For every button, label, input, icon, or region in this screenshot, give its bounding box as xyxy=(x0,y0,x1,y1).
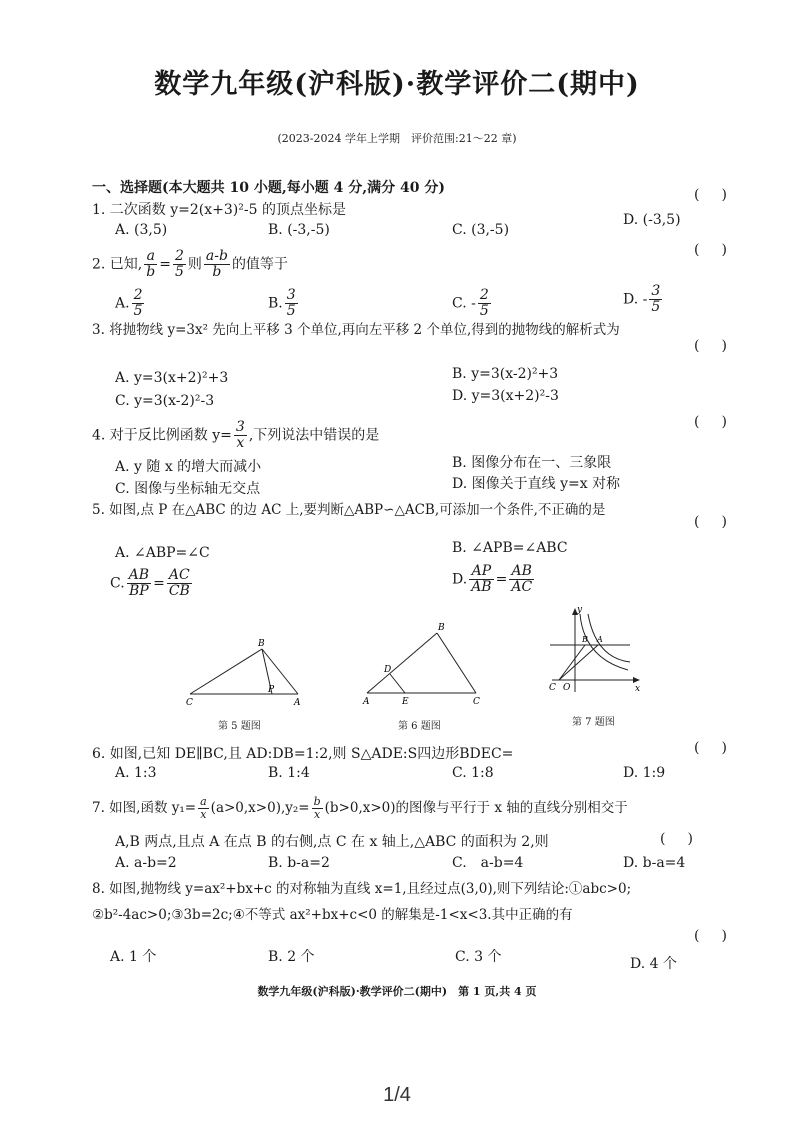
caption-figure-7: 第 7 题图 xyxy=(572,717,615,728)
frac-num: 3 xyxy=(651,283,661,299)
caption-figure-5: 第 5 题图 xyxy=(218,721,261,732)
q8-option-c: C. 3 个 xyxy=(455,949,502,965)
frac-den: 5 xyxy=(286,303,296,319)
q5-option-a: A. ∠ABP=∠C xyxy=(115,545,210,561)
fig6-label-c: C xyxy=(473,697,480,707)
page-indicator: 1/4 xyxy=(383,1084,411,1106)
q1-option-d: D. (-3,5) xyxy=(623,212,681,228)
question-7-line2: A,B 两点,且点 A 在点 B 的右侧,点 C 在 x 轴上,△ABC 的面积为 2,则 xyxy=(115,834,549,850)
q4-option-b: B. 图像分布在一、三象限 xyxy=(452,455,612,471)
q8-option-a: A. 1 个 xyxy=(110,949,157,965)
q4-suffix: ,下列说法中错误的是 xyxy=(248,427,380,444)
frac-den: BP xyxy=(129,583,149,599)
frac-den: 5 xyxy=(174,264,184,280)
fig5-label-p: P xyxy=(268,685,275,695)
q2-option-b xyxy=(268,288,300,319)
q1-option-a: A. (3,5) xyxy=(115,222,168,238)
answer-paren-5: () xyxy=(694,514,749,530)
frac-den: x xyxy=(236,435,245,451)
question-8-line1: 8. 如图,抛物线 y=ax²+bx+c 的对称轴为直线 x=1,且经过点(3,0),则下列结论:①abc>0; xyxy=(92,881,632,897)
fig6-label-d: D xyxy=(384,665,392,675)
option-fraction xyxy=(478,288,491,319)
page-title: 数学九年级(沪科版)·教学评价二(期中) xyxy=(154,69,640,100)
frac-den: b xyxy=(146,264,156,280)
segment-ab xyxy=(367,633,437,693)
q4-option-d: D. 图像关于直线 y=x 对称 xyxy=(452,476,621,492)
fig6-label-b: B xyxy=(438,623,445,633)
fig7-label-x: x xyxy=(635,684,641,694)
q7-middle: (a>0,x>0),y₂= xyxy=(210,800,310,816)
frac-num: a xyxy=(144,249,157,265)
q7-option-c: C. a-b=4 xyxy=(452,855,524,871)
q7-option-d: D. b-a=4 xyxy=(623,855,686,871)
question-7-stem xyxy=(92,796,628,821)
q6-option-c: C. 1:8 xyxy=(452,765,494,781)
answer-paren-8: () xyxy=(694,928,749,944)
x-axis-arrow xyxy=(633,677,640,683)
q5-option-d xyxy=(452,564,536,595)
fraction-2-over-5 xyxy=(173,249,186,280)
frac-den: b xyxy=(212,264,222,280)
frac-num: b xyxy=(313,795,321,808)
segment-ca xyxy=(559,645,598,680)
equals-sign: = xyxy=(495,571,508,588)
option-letter: C. - xyxy=(452,295,476,312)
option-letter: A. xyxy=(115,295,130,312)
fraction-a-over-x xyxy=(198,796,209,821)
option-fraction xyxy=(285,288,298,319)
fig7-label-c: C xyxy=(549,683,556,693)
fig7-label-y: y xyxy=(577,605,583,615)
q6-option-d: D. 1:9 xyxy=(623,765,666,781)
q2-eq: = xyxy=(159,256,171,273)
q1-option-b: B. (-3,-5) xyxy=(268,222,330,238)
answer-paren-3: () xyxy=(694,338,749,354)
q4-prefix: 4. 对于反比例函数 y= xyxy=(92,427,232,444)
option-letter: C. xyxy=(110,575,125,592)
q8-option-d: D. 4 个 xyxy=(630,956,677,972)
option-letter: D. - xyxy=(623,291,648,308)
answer-paren-6: () xyxy=(694,740,749,756)
question-4-stem xyxy=(92,420,379,451)
answer-paren-1: () xyxy=(694,187,749,203)
caption-figure-6: 第 6 题图 xyxy=(398,721,441,732)
fig5-label-a: A xyxy=(294,698,301,708)
q2-option-c xyxy=(452,288,493,319)
figure-6-triangle xyxy=(367,633,476,693)
question-8-line2: ②b²-4ac>0;③3b=2c;④不等式 ax²+bx+c<0 的解集是-1<x<3.其中正确的有 xyxy=(92,907,573,923)
figure-5-triangle xyxy=(190,649,298,694)
q5-option-c xyxy=(110,568,194,599)
frac-den: 5 xyxy=(479,303,489,319)
q6-option-a: A. 1:3 xyxy=(115,765,157,781)
frac-num: a xyxy=(200,795,207,808)
frac-num: 2 xyxy=(174,248,184,264)
fraction-ap-over-ab xyxy=(469,564,493,595)
q2-prefix: 2. 已知, xyxy=(92,256,143,273)
fraction-a-minus-b-over-b xyxy=(204,249,230,280)
section-heading: 一、选择题(本大题共 10 小题,每小题 4 分,满分 40 分) xyxy=(92,180,445,196)
fig5-label-c: C xyxy=(186,698,193,708)
segment-cb xyxy=(559,645,585,680)
question-3-stem: 3. 将抛物线 y=3x² 先向上平移 3 个单位,再向左平移 2 个单位,得到的抛物线的解析式为 xyxy=(92,322,620,338)
segment-cb xyxy=(190,649,262,694)
fraction-a-over-b xyxy=(144,249,157,280)
figures-row xyxy=(0,600,794,740)
option-letter: D. xyxy=(452,571,468,588)
fig6-label-e: E xyxy=(402,697,409,707)
frac-num: AP xyxy=(469,564,493,580)
fraction-3-over-x xyxy=(234,420,247,451)
question-6-stem: 6. 如图,已知 DE∥BC,且 AD:DB=1:2,则 S△ADE:S四边形BDEC= xyxy=(92,746,514,762)
q3-option-a: A. y=3(x+2)²+3 xyxy=(115,370,229,386)
frac-num: AB xyxy=(509,564,534,580)
q1-option-c: C. (3,-5) xyxy=(452,222,510,238)
question-1-stem: 1. 二次函数 y=2(x+3)²-5 的顶点坐标是 xyxy=(92,202,346,218)
fig7-label-o: O xyxy=(563,683,571,693)
frac-den: AC xyxy=(511,579,533,595)
fraction-b-over-x xyxy=(312,796,323,821)
exam-scope: (2023-2024 学年上学期 评价范围:21～22 章) xyxy=(277,132,517,145)
q2-suffix: 的值等于 xyxy=(231,256,288,273)
frac-den: 5 xyxy=(651,299,661,315)
answer-paren-2: () xyxy=(694,242,749,258)
fraction-ab-over-bp xyxy=(127,568,151,599)
q4-option-a: A. y 随 x 的增大而减小 xyxy=(115,459,262,475)
figure-7-graph xyxy=(550,608,640,692)
question-5-stem: 5. 如图,点 P 在△ABC 的边 AC 上,要判断△ABP∽△ACB,可添加一个条件,不正确的是 xyxy=(92,502,606,518)
curve-y1 xyxy=(588,614,630,662)
frac-den: CB xyxy=(168,583,190,599)
frac-num: a-b xyxy=(205,248,228,264)
q3-option-c: C. y=3(x-2)²-3 xyxy=(115,393,215,409)
frac-num: AB xyxy=(128,567,150,583)
frac-den: AB xyxy=(471,579,492,595)
answer-paren-7: () xyxy=(660,831,715,847)
fig7-label-a: A xyxy=(597,635,603,644)
q7-prefix: 7. 如图,函数 y₁= xyxy=(92,800,197,816)
option-fraction xyxy=(132,288,145,319)
q8-option-b: B. 2 个 xyxy=(268,949,315,965)
frac-num: 2 xyxy=(479,287,489,303)
fraction-ac-over-cb xyxy=(167,568,192,599)
frac-den: x xyxy=(200,808,207,821)
q4-option-c: C. 图像与坐标轴无交点 xyxy=(115,481,261,497)
segment-de xyxy=(390,674,405,693)
q5-option-b: B. ∠APB=∠ABC xyxy=(452,540,568,556)
q3-option-d: D. y=3(x+2)²-3 xyxy=(452,388,559,404)
frac-num: 3 xyxy=(286,287,296,303)
q3-option-b: B. y=3(x-2)²+3 xyxy=(452,366,559,382)
q7-option-b: B. b-a=2 xyxy=(268,855,330,871)
q2-then: 则 xyxy=(187,256,202,273)
frac-den: x xyxy=(314,808,321,821)
segment-bc xyxy=(437,633,476,693)
frac-num: 3 xyxy=(235,419,245,435)
fig6-label-a: A xyxy=(363,697,370,707)
fig5-label-b: B xyxy=(258,639,265,649)
equals-sign: = xyxy=(153,575,165,592)
q6-option-b: B. 1:4 xyxy=(268,765,310,781)
option-letter: B. xyxy=(268,295,283,312)
frac-num: 2 xyxy=(133,287,143,303)
fig7-label-b: B xyxy=(582,635,588,644)
answer-paren-4: () xyxy=(694,414,749,430)
option-fraction xyxy=(649,284,662,315)
frac-num: AC xyxy=(167,568,192,584)
q7-suffix: (b>0,x>0)的图像与平行于 x 轴的直线分别相交于 xyxy=(324,800,628,816)
frac-den: 5 xyxy=(133,303,143,319)
fraction-ab-over-ac xyxy=(509,564,534,595)
question-2-stem xyxy=(92,249,288,280)
q2-option-d xyxy=(623,284,664,315)
q7-option-a: A. a-b=2 xyxy=(115,855,177,871)
page-footer: 数学九年级(沪科版)·教学评价二(期中) 第 1 页,共 4 页 xyxy=(257,985,537,998)
q2-option-a xyxy=(115,288,146,319)
